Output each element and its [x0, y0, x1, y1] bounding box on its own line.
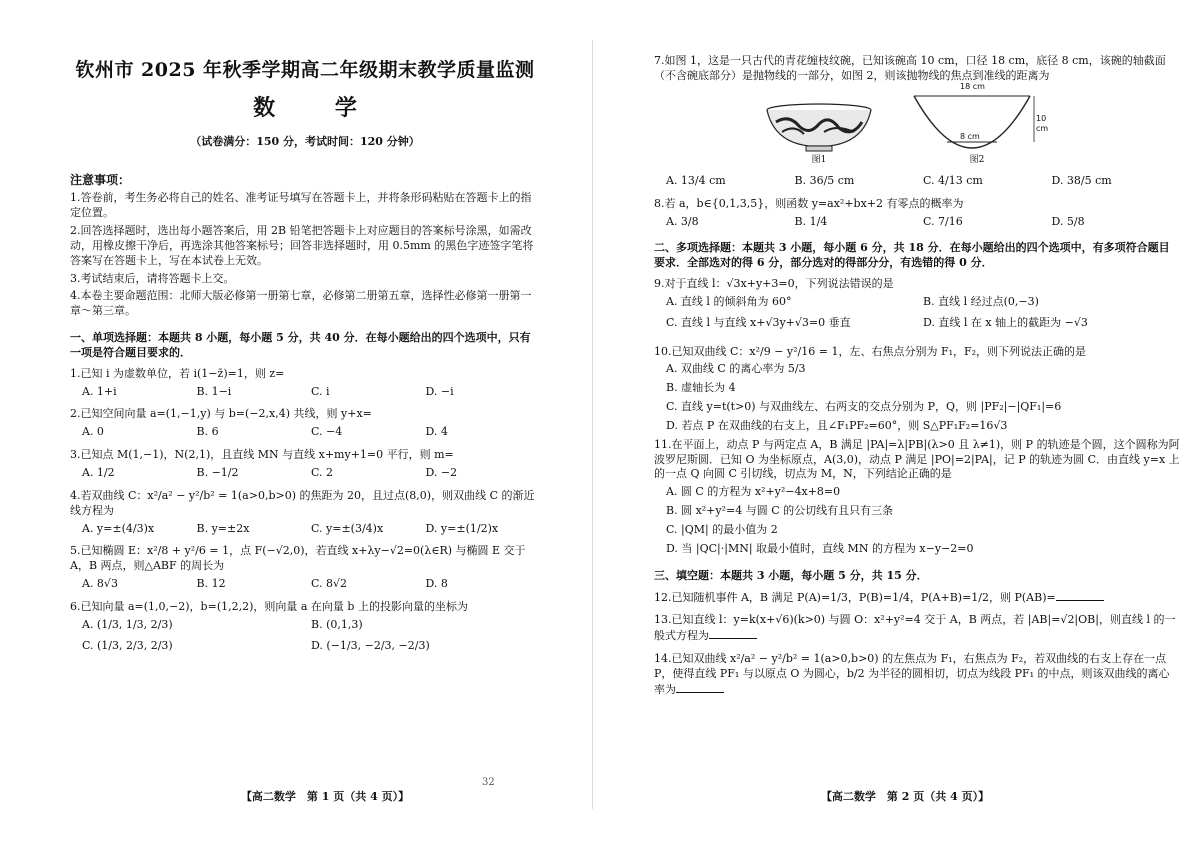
option-d: D. (−1/3, −2/3, −2/3) — [311, 638, 430, 652]
question-14 — [654, 652, 1180, 698]
question-options — [82, 522, 540, 537]
answer-blank — [676, 682, 724, 693]
question-13 — [654, 613, 1180, 644]
question-stem: 3.已知点 M(1,−1)，N(2,1)，且直线 MN 与直线 x+my+1=0 平行，则 m= — [70, 448, 454, 462]
notice-item: 3.考试结束后，请将答题卡上交。 — [70, 271, 235, 285]
section-single-choice: 一、单项选择题：本题共 8 小题，每小题 5 分，共 40 分．在每小题给出的四个选项中，只有一项是符合题目要求的． — [70, 331, 531, 359]
question-stem: 7.如图 1，这是一只古代的青花缠枝纹碗，已知该碗高 10 cm，口径 18 cm，底径 8 cm，该碗的轴截面（不含碗底部分）是抛物线的一部分，如图 2，则该抛物线的焦点到准线的距离为 — [654, 54, 1166, 82]
question-options — [82, 466, 540, 481]
question-stem: 1.已知 i 为虚数单位，若 i(1−z̄)=1，则 z= — [70, 366, 285, 380]
dim-top-label: 18 cm — [960, 81, 985, 91]
question-12 — [654, 590, 1180, 606]
option-a: A. (1/3, 1/3, 2/3) — [82, 617, 173, 631]
question-stem: 6.已知向量 a=(1,0,−2)，b=(1,2,2)，则向量 a 在向量 b 上的投影向量的坐标为 — [70, 599, 468, 613]
figure-2-caption: 图2 — [969, 154, 985, 165]
option-b: B. 虚轴长为 4 — [666, 381, 736, 395]
question-options — [82, 385, 540, 400]
answer-blank — [709, 628, 757, 639]
option-d: D. 直线 l 在 x 轴上的截距为 −√3 — [923, 315, 1088, 329]
option-d: D. 5/8 — [1051, 214, 1085, 228]
bowl-photo-icon — [764, 102, 874, 152]
question-stem: 12.已知随机事件 A，B 满足 P(A)=1/3，P(B)=1/4，P(A+B)=1/2，则 P(AB)= — [654, 590, 1056, 604]
option-a: A. 13/4 cm — [666, 173, 726, 187]
question-stem: 5.已知椭圆 E：x²/8 + y²/6 = 1，点 F(−√2,0)，若直线 x+λy−√2=0(λ∈R) 与椭圆 E 交于 A，B 两点，则△ABF 的周长为 — [70, 544, 526, 573]
option-b: B. 圆 x²+y²=4 与圆 C 的公切线有且只有三条 — [666, 504, 894, 518]
question-6 — [70, 600, 540, 660]
option-a: A. 双曲线 C 的离心率为 5/3 — [666, 362, 806, 376]
page-footer: 【高二数学 第 2 页（共 4 页）】 — [820, 790, 990, 804]
option-b: B. 直线 l 经过点(0,−3) — [923, 294, 1039, 308]
option-b: B. 1−i — [196, 384, 232, 398]
option-c: C. 直线 y=t(t>0) 与双曲线左、右两支的交点分别为 P，Q，则 |PF₂|−|QF₁|=6 — [666, 400, 1062, 414]
option-d: D. −i — [425, 384, 454, 398]
exam-info: （试卷满分：150 分，考试时间：120 分钟） — [190, 135, 420, 149]
option-b: B. 36/5 cm — [794, 173, 855, 187]
option-a: A. 8√3 — [82, 577, 118, 591]
option-a: A. 直线 l 的倾斜角为 60° — [666, 294, 792, 308]
option-a: A. 1+i — [82, 384, 117, 398]
question-options — [654, 362, 1180, 433]
question-stem: 14.已知双曲线 x²/a² − y²/b² = 1(a>0,b>0) 的左焦点为 F₁，右焦点为 F₂，若双曲线的右支上存在一点 P，使得直线 PF₁ 与以原点 O 为圆心，b/2 为半径的圆相切，切点为线段 PF₁ 的中点，则该双曲线的离心率为 — [654, 652, 1170, 696]
option-b: B. y=±2x — [196, 521, 250, 535]
question-stem: 10.已知双曲线 C：x²/9 − y²/16 = 1，左、右焦点分别为 F₁，F₂，则下列说法正确的是 — [654, 344, 1087, 358]
page-footer: 【高二数学 第 1 页（共 4 页）】 — [240, 790, 410, 804]
page-1 — [0, 0, 580, 849]
question-stem: 11.在平面上，动点 P 与两定点 A，B 满足 |PA|=λ|PB|(λ>0 且 λ≠1)，则 P 的轨迹是个圆，这个圆称为阿波罗尼斯圆．已知 O 为坐标原点，A(3,0)，动点 P 满足 |PO|=2|PA|，记 P 的轨迹为圆 C．由直线 y=x 上的一点 Q 向圆 C 引切线，切点为 M，N，下列结论正确的是 — [654, 437, 1180, 481]
section-fill-blank: 三、填空题：本题共 3 小题，每小题 5 分，共 15 分． — [654, 568, 928, 582]
option-b: B. (0,1,3) — [311, 617, 363, 631]
option-a: A. 1/2 — [82, 466, 115, 480]
dim-height-label: 10 cm — [1036, 113, 1049, 134]
option-d: D. y=±(1/2)x — [425, 521, 499, 535]
option-b: B. −1/2 — [196, 466, 239, 480]
question-stem: 4.若双曲线 C：x²/a² − y²/b² = 1(a>0,b>0) 的焦距为 20，且过点(8,0)，则双曲线 C 的渐近线方程为 — [70, 488, 535, 517]
question-2 — [70, 407, 540, 440]
page-stamp: 32 — [482, 776, 495, 788]
option-c: C. 8√2 — [311, 577, 348, 591]
option-c: C. 7/16 — [923, 214, 963, 228]
option-c: C. 2 — [311, 466, 334, 480]
notice-item: 2.回答选择题时，选出每小题答案后，用 2B 铅笔把答题卡上对应题目的答案标号涂黑，如需改动，用橡皮擦干净后，再选涂其他答案标号；回答非选择题时，用 0.5mm 的黑色字迹签字笔将答案写在答题卡上，写在本试卷上无效。 — [70, 224, 534, 267]
option-c: C. |QM| 的最小值为 2 — [666, 523, 778, 537]
option-c: C. i — [311, 384, 330, 398]
option-c: C. y=±(3/4)x — [311, 521, 384, 535]
question-9 — [654, 277, 1180, 337]
section-multi-choice: 二、多项选择题：本题共 3 小题，每小题 6 分，共 18 分．在每小题给出的四个选项中，有多项符合题目要求．全部选对的得 6 分，部分选对的得部分分，有选错的得 0 分． — [654, 241, 1170, 270]
option-a: A. 圆 C 的方程为 x²+y²−4x+8=0 — [666, 485, 841, 499]
page-2 — [610, 0, 1200, 849]
figure-1 — [764, 102, 874, 166]
question-options — [654, 485, 1180, 556]
question-options — [82, 577, 540, 592]
option-d: D. 38/5 cm — [1051, 173, 1112, 187]
option-d: D. 4 — [425, 425, 448, 439]
question-8 — [654, 197, 1180, 230]
exam-title: 钦州市 2025 年秋季学期高二年级期末教学质量监测 — [75, 59, 535, 81]
option-a: A. 0 — [82, 425, 104, 439]
option-c: C. (1/3, 2/3, 2/3) — [82, 638, 173, 652]
question-options — [666, 174, 1180, 189]
question-stem: 9.对于直线 l：√3x+y+3=0，下列说法错误的是 — [654, 277, 894, 291]
option-d: D. 8 — [425, 577, 448, 591]
option-b: B. 12 — [196, 577, 226, 591]
option-b: B. 6 — [196, 425, 219, 439]
question-7 — [654, 54, 1180, 189]
page-gutter — [592, 40, 593, 809]
figure-2 — [902, 81, 1052, 166]
figure-1-caption: 图1 — [811, 154, 827, 165]
question-options — [82, 425, 540, 440]
option-a: A. y=±(4/3)x — [82, 521, 155, 535]
question-5 — [70, 544, 540, 592]
notice-block — [70, 172, 540, 319]
option-c: C. 4/13 cm — [923, 173, 983, 187]
answer-blank — [1056, 590, 1104, 601]
question-10 — [654, 345, 1180, 434]
question-stem: 13.已知直线 l：y=k(x+√6)(k>0) 与圆 O：x²+y²=4 交于 A，B 两点，若 |AB|=√2|OB|，则直线 l 的一般式方程为 — [654, 613, 1176, 643]
question-options — [666, 295, 1180, 337]
question-1 — [70, 367, 540, 400]
question-options — [82, 618, 540, 660]
option-c: C. 直线 l 与直线 x+√3y+√3=0 垂直 — [666, 315, 851, 329]
notice-title: 注意事项： — [70, 173, 131, 188]
subject-title: 数 学 — [253, 94, 383, 121]
option-c: C. −4 — [311, 425, 343, 439]
notice-item: 1.答卷前，考生务必将自己的姓名、准考证号填写在答题卡上，并将条形码粘贴在答题卡上的指定位置。 — [70, 191, 532, 220]
notice-item: 4.本卷主要命题范围：北师大版必修第一册第七章，必修第二册第五章，选择性必修第一册第一章～第三章。 — [70, 289, 532, 318]
question-options — [666, 215, 1180, 230]
question-stem: 2.已知空间向量 a=(1,−1,y) 与 b=(−2,x,4) 共线，则 y+x= — [70, 407, 372, 421]
option-d: D. 若点 P 在双曲线的右支上，且∠F₁PF₂=60°，则 S△PF₁F₂=16√3 — [666, 418, 1008, 432]
question-3 — [70, 448, 540, 481]
option-d: D. 当 |QC|·|MN| 取最小值时，直线 MN 的方程为 x−y−2=0 — [666, 541, 974, 555]
option-d: D. −2 — [425, 466, 458, 480]
figure-row — [764, 81, 1180, 166]
question-stem: 8.若 a，b∈{0,1,3,5}，则函数 y=ax²+bx+2 有零点的概率为 — [654, 196, 964, 210]
question-11 — [654, 438, 1180, 557]
option-b: B. 1/4 — [794, 214, 828, 228]
dim-bottom-label: 8 cm — [960, 131, 980, 141]
option-a: A. 3/8 — [666, 214, 699, 228]
question-4 — [70, 489, 540, 537]
